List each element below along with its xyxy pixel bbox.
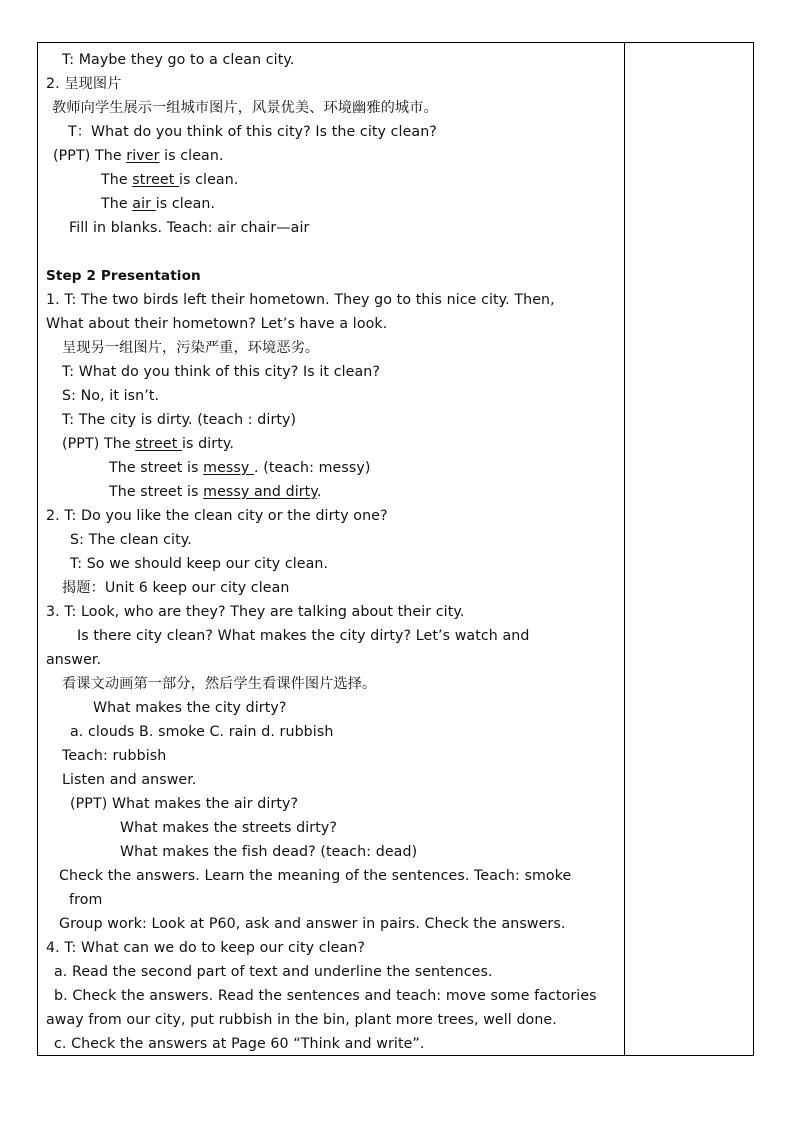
text-line — [101, 171, 238, 189]
text-line — [54, 1035, 425, 1053]
text-segment: Step 2 Presentation — [46, 268, 201, 284]
text-segment: a. Read the second part of text and underline the sentences. — [54, 964, 493, 980]
text-segment: (PPT) What makes the air dirty? — [70, 796, 299, 812]
text-segment: (PPT) The — [62, 436, 136, 452]
text-line — [62, 771, 196, 789]
text-segment: 呈现另一组图片，污染严重，环境恶劣。 — [62, 340, 320, 356]
text-segment: 4. T: What can we do to keep our city clean? — [46, 940, 366, 956]
text-segment: Fill in blanks. Teach: air chair—air — [69, 220, 310, 236]
text-segment: S: The clean city. — [70, 532, 192, 548]
text-segment: The — [101, 196, 133, 212]
text-line — [62, 51, 294, 69]
section-heading — [46, 267, 201, 285]
text-line — [70, 723, 333, 741]
text-line — [101, 195, 215, 213]
text-line — [46, 315, 387, 333]
underlined-answer: street — [135, 436, 182, 452]
text-segment: The street is — [109, 460, 204, 476]
underlined-answer: messy and dirty — [203, 484, 317, 500]
text-line — [120, 843, 417, 861]
text-segment: The street is — [109, 484, 204, 500]
text-line — [46, 603, 464, 621]
text-line — [59, 867, 571, 885]
text-segment: 看课文动画第一部分，然后学生看课件图片选择。 — [62, 676, 377, 692]
text-segment: is clean. — [159, 148, 224, 164]
text-segment: What makes the streets dirty? — [120, 820, 338, 836]
text-segment: is clean. — [155, 196, 216, 212]
text-line — [52, 99, 438, 117]
text-line — [77, 627, 529, 645]
text-line — [68, 123, 437, 141]
text-segment: T: So we should keep our city clean. — [70, 556, 329, 572]
text-line — [70, 531, 192, 549]
text-segment: Teach: rubbish — [62, 748, 167, 764]
text-segment: 1. T: The two birds left their hometown. They go to this nice city. Then, — [46, 292, 555, 308]
text-segment: What about their hometown? Let’s have a look. — [46, 316, 388, 332]
text-segment: . — [316, 484, 322, 500]
text-line — [69, 219, 309, 237]
text-segment: S: No, it isn’t. — [62, 388, 160, 404]
text-segment: Group work: Look at P60, ask and answer in pairs. Check the answers. — [59, 916, 566, 932]
text-line — [62, 387, 159, 405]
text-line — [46, 939, 365, 957]
text-line — [46, 1011, 557, 1029]
text-line — [62, 411, 296, 429]
text-segment: The — [101, 172, 133, 188]
text-line — [109, 483, 321, 501]
underlined-answer: river — [126, 148, 160, 164]
text-segment: What makes the fish dead? (teach: dead) — [120, 844, 418, 860]
text-segment: Is there city clean? What makes the city dirty? Let’s watch and — [77, 628, 530, 644]
text-line — [120, 819, 337, 837]
text-line — [62, 435, 234, 453]
text-segment: answer. — [46, 652, 102, 668]
text-segment: b. Check the answers. Read the sentences and teach: move some factories — [54, 988, 597, 1004]
text-line — [93, 699, 287, 717]
text-segment: T：What do you think of this city? Is the city clean? — [68, 124, 437, 140]
text-line — [54, 987, 597, 1005]
text-segment: away from our city, put rubbish in the bin, plant more trees, well done. — [46, 1012, 557, 1028]
text-line — [62, 675, 376, 693]
text-segment: is dirty. — [181, 436, 234, 452]
text-segment: from — [69, 892, 103, 908]
text-segment: c. Check the answers at Page 60 “Think and write”. — [54, 1036, 425, 1052]
text-line — [59, 915, 565, 933]
text-line — [70, 795, 298, 813]
text-line — [53, 147, 224, 165]
text-segment: (PPT) The — [53, 148, 127, 164]
text-line — [62, 579, 289, 597]
text-segment: . (teach: messy) — [254, 460, 371, 476]
text-line — [46, 75, 122, 93]
text-segment: 2. T: Do you like the clean city or the dirty one? — [46, 508, 388, 524]
text-line — [109, 459, 371, 477]
text-line — [62, 747, 166, 765]
text-line — [46, 291, 555, 309]
text-line — [46, 507, 388, 525]
text-line — [70, 555, 328, 573]
underlined-answer: messy — [203, 460, 254, 476]
text-segment: 3. T: Look, who are they? They are talking about their city. — [46, 604, 465, 620]
text-segment: is clean. — [179, 172, 239, 188]
underlined-answer: street — [132, 172, 180, 188]
text-line — [62, 339, 319, 357]
text-segment: 2. 呈现图片 — [46, 76, 122, 92]
text-line — [62, 363, 380, 381]
text-segment: T: What do you think of this city? Is it clean? — [62, 364, 380, 380]
text-segment: T: Maybe they go to a clean city. — [62, 52, 295, 68]
text-line — [46, 651, 101, 669]
text-segment: What makes the city dirty? — [93, 700, 287, 716]
text-segment: Listen and answer. — [62, 772, 197, 788]
text-segment: 教师向学生展示一组城市图片，风景优美、环境幽雅的城市。 — [52, 100, 438, 116]
text-segment: 揭题：Unit 6 keep our city clean — [62, 580, 290, 596]
text-line — [69, 891, 102, 909]
text-segment: a. clouds B. smoke C. rain d. rubbish — [70, 724, 334, 740]
underlined-answer: air — [132, 196, 156, 212]
text-segment: Check the answers. Learn the meaning of the sentences. Teach: smoke — [59, 868, 572, 884]
text-line — [54, 963, 493, 981]
column-divider — [624, 42, 625, 1056]
text-segment: T: The city is dirty. (teach : dirty) — [62, 412, 297, 428]
